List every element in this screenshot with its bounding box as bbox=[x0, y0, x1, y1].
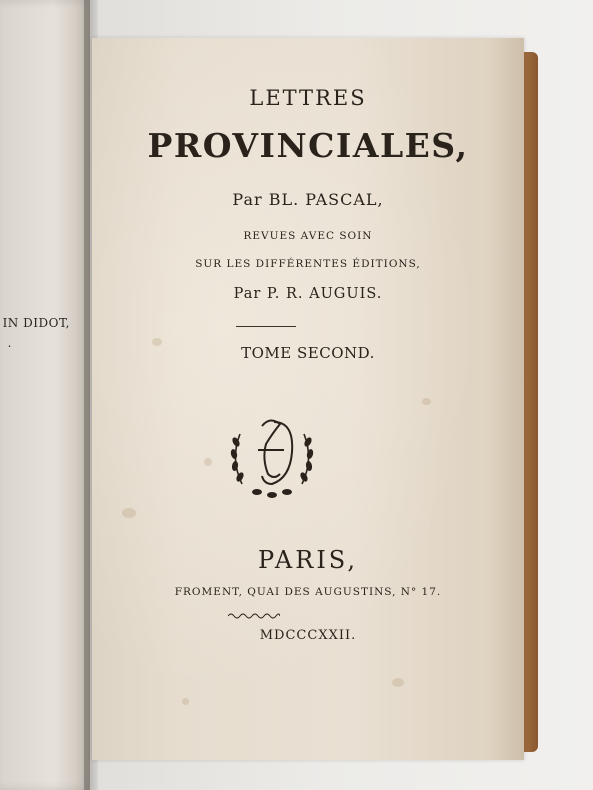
ornamental-rule bbox=[228, 612, 280, 620]
foxing-spot bbox=[392, 678, 404, 687]
left-page-fragment: . bbox=[7, 336, 12, 350]
left-page-fragment: IN DIDOT, bbox=[2, 316, 70, 330]
title-page bbox=[92, 38, 524, 760]
title-rule bbox=[236, 326, 296, 327]
title-line-lettres: LETTRES bbox=[249, 86, 367, 110]
imprint-city: PARIS, bbox=[257, 546, 359, 574]
revision-line: REVUES AVEC SOIN bbox=[243, 230, 373, 242]
author-line: Par BL. PASCAL, bbox=[232, 190, 384, 209]
editions-line: SUR LES DIFFÉRENTES ÉDITIONS, bbox=[195, 258, 421, 270]
imprint-year: MDCCCXXII. bbox=[259, 628, 357, 643]
volume-line: TOME SECOND. bbox=[241, 344, 375, 362]
imprint-publisher: FROMENT, QUAI DES AUGUSTINS, N° 17. bbox=[174, 586, 442, 598]
foxing-spot bbox=[204, 458, 212, 466]
editor-line: Par P. R. AUGUIS. bbox=[233, 286, 383, 302]
monogram-wreath-vignette bbox=[222, 404, 322, 504]
title-line-provinciales: PROVINCIALES, bbox=[147, 126, 469, 165]
left-page bbox=[0, 0, 90, 790]
foxing-spot bbox=[122, 508, 136, 518]
foxing-spot bbox=[422, 398, 431, 405]
foxing-spot bbox=[182, 698, 189, 705]
